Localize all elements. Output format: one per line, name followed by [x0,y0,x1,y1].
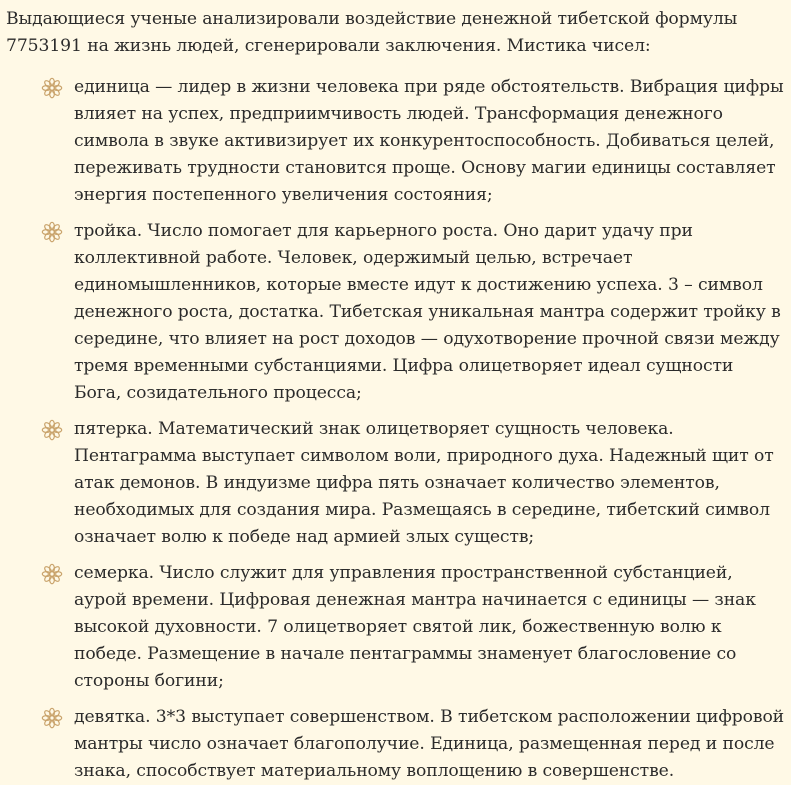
list-item-text: семерка. Число служит для управления пространственной субстанцией, аурой времени. Цифровая денежная мантра начинается с единицы — знак высокой духовности. 7 олицетворяет святой лик, божественную волю к победе. Размещение в начале пентаграммы знаменует благословение со стороны богини; [74,563,756,691]
list-item-text: пятерка. Математический знак олицетворяет сущность человека. Пентаграмма выступает символом воли, природного духа. Надежный щит от атак демонов. В индуизме цифра пять означает количество элементов, необходимых для создания мира. Размещаясь в середине, тибетский символ означает волю к победе над армией злых существ; [74,419,774,547]
list-item [74,704,785,785]
ornamental-flower-icon [41,419,63,441]
list-item [74,74,785,209]
ornamental-flower-icon [41,707,63,729]
list-item [74,218,785,407]
list-item [74,416,785,551]
numerology-list [6,74,785,785]
list-item-text: тройка. Число помогает для карьерного роста. Оно дарит удачу при коллективной работе. Человек, одержимый целью, встречает единомышленников, которые вместе идут к достижению успеха. 3 – символ денежного роста, достатка. Тибетская уникальная мантра содержит тройку в середине, что влияет на рост доходов — одухотворение прочной связи между тремя временными субстанциями. Цифра олицетворяет идеал сущности Бога, созидательного процесса; [74,221,781,403]
ornamental-flower-icon [41,77,63,99]
list-item-text: единица — лидер в жизни человека при ряде обстоятельств. Вибрация цифры влияет на успех, предприимчивость людей. Трансформация денежного символа в звуке активизирует их конкурентоспособность. Добиваться целей, переживать трудности становится проще. Основу магии единицы составляет энергия постепенного увеличения состояния; [74,77,784,205]
intro-paragraph: Выдающиеся ученые анализировали воздействие денежной тибетской формулы 7753191 на жизнь людей, сгенерировали заключения. Мистика чисел: [6,9,738,56]
list-item [74,560,785,695]
list-item-text: девятка. 3*3 выступает совершенством. В тибетском расположении цифровой мантры число означает благополучие. Единица, размещенная перед и после знака, способствует материальному воплощению в совершенстве. [74,707,785,781]
ornamental-flower-icon [41,221,63,243]
ornamental-flower-icon [41,563,63,585]
